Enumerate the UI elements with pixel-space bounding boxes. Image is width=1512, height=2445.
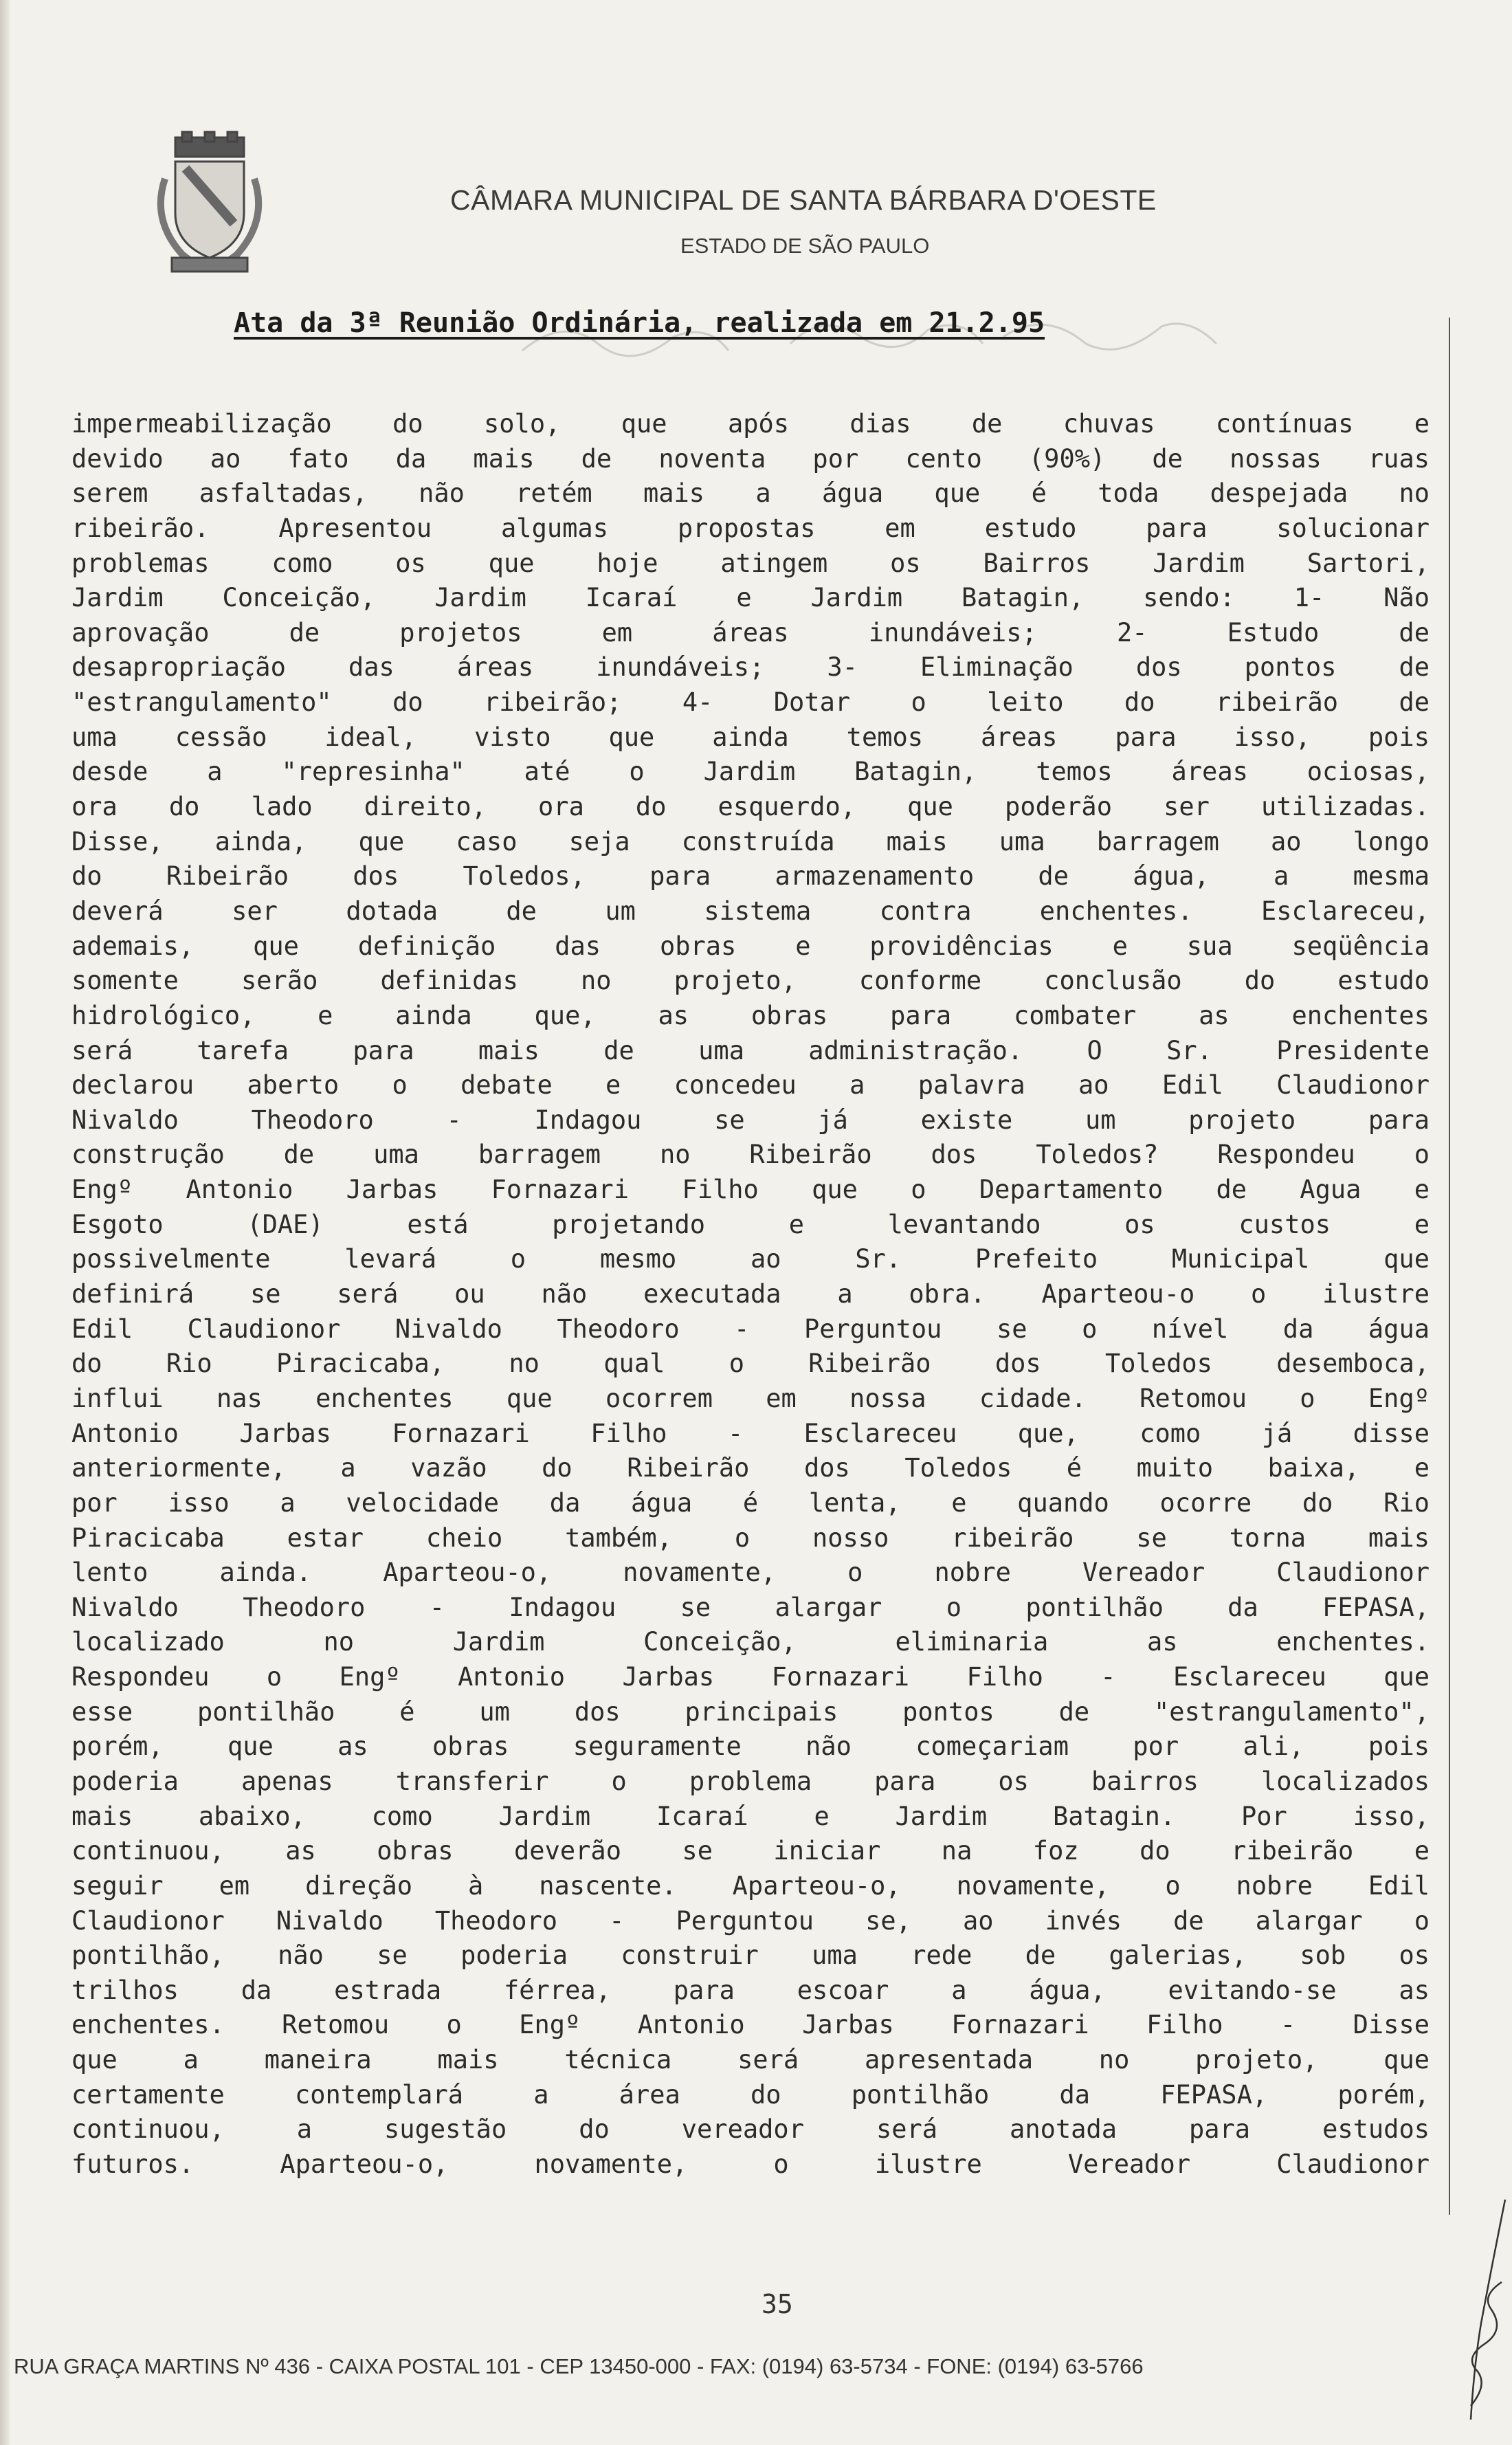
text-line: Nivaldo Theodoro - Indagou se alargar o pontilhão da FEPASA, xyxy=(71,1592,1430,1622)
institution-name: CÂMARA MUNICIPAL DE SANTA BÁRBARA D'OESTE xyxy=(450,184,1157,216)
text-line: "estrangulamento" do ribeirão; 4- Dotar o leito do ribeirão de xyxy=(71,687,1430,718)
text-line: certamente contemplará a área do pontilhão da FEPASA, porém, xyxy=(71,2079,1430,2110)
text-line: ribeirão. Apresentou algumas propostas em estudo para solucionar xyxy=(71,513,1430,543)
text-line: futuros. Aparteou-o, novamente, o ilustre Vereador Claudionor xyxy=(71,2149,1430,2180)
text-line: poderia apenas transferir o problema para os bairros localizados xyxy=(71,1766,1430,1796)
text-line: aprovação de projetos em áreas inundáveis; 2- Estudo de xyxy=(71,617,1430,648)
text-line: seguir em direção à nascente. Aparteou-o, novamente, o nobre Edil xyxy=(71,1870,1430,1901)
text-line: ademais, que definição das obras e providências e sua seqüência xyxy=(71,931,1430,961)
text-line: esse pontilhão é um dos principais pontos de "estrangulamento", xyxy=(71,1696,1430,1727)
text-line: porém, que as obras seguramente não começariam por ali, pois xyxy=(71,1732,1430,1762)
text-line: Engº Antonio Jarbas Fornazari Filho que o Departamento de Agua e xyxy=(71,1175,1430,1205)
text-line: localizado no Jardim Conceição, eliminaria as enchentes. xyxy=(71,1627,1430,1657)
text-line: Edil Claudionor Nivaldo Theodoro - Perguntou se o nível da água xyxy=(71,1314,1430,1344)
text-line: por isso a velocidade da água é lenta, e quando ocorre do Rio xyxy=(71,1487,1430,1518)
text-line: hidrológico, e ainda que, as obras para combater as enchentes xyxy=(71,1000,1430,1030)
text-line: que a maneira mais técnica será apresentada no projeto, que xyxy=(71,2045,1430,2075)
text-line: continuou, as obras deverão se iniciar na foz do ribeirão e xyxy=(71,1836,1430,1866)
text-line: lento ainda. Aparteou-o, novamente, o nobre Vereador Claudionor xyxy=(71,1558,1430,1588)
text-line: Disse, ainda, que caso seja construída mais uma barragem ao longo xyxy=(71,826,1430,856)
text-line: do Rio Piracicaba, no qual o Ribeirão dos Toledos desemboca, xyxy=(71,1349,1430,1379)
handwritten-initials xyxy=(1450,2186,1512,2433)
text-line: influi nas enchentes que ocorrem em nossa cidade. Retomou o Engº xyxy=(71,1383,1430,1413)
text-line: possivelmente levará o mesmo ao Sr. Prefeito Municipal que xyxy=(71,1244,1430,1274)
institution-state: ESTADO DE SÃO PAULO xyxy=(680,234,930,258)
minutes-body xyxy=(71,407,1430,2182)
text-line: Respondeu o Engº Antonio Jarbas Fornazari Filho - Esclareceu que xyxy=(71,1662,1430,1692)
text-line: será tarefa para mais de uma administração. O Sr. Presidente xyxy=(71,1035,1430,1065)
text-line: Esgoto (DAE) está projetando e levantando os custos e xyxy=(71,1209,1430,1239)
text-line: Jardim Conceição, Jardim Icaraí e Jardim Batagin, sendo: 1- Não xyxy=(71,583,1430,613)
page-number: 35 xyxy=(761,2289,793,2319)
text-line: deverá ser dotada de um sistema contra enchentes. Esclareceu, xyxy=(71,896,1430,926)
text-line: desde a "represinha" até o Jardim Batagin, temos áreas ociosas, xyxy=(71,757,1430,787)
text-line: construção de uma barragem no Ribeirão dos Toledos? Respondeu o xyxy=(71,1140,1430,1170)
margin-rule xyxy=(1449,318,1450,2215)
text-line: Claudionor Nivaldo Theodoro - Perguntou se, ao invés de alargar o xyxy=(71,1905,1430,1936)
text-line: desapropriação das áreas inundáveis; 3- Eliminação dos pontos de xyxy=(71,652,1430,683)
text-line: anteriormente, a vazão do Ribeirão dos Toledos é muito baixa, e xyxy=(71,1453,1430,1483)
text-line: ora do lado direito, ora do esquerdo, que poderão ser utilizadas. xyxy=(71,792,1430,822)
text-line: declarou aberto o debate e concedeu a palavra ao Edil Claudionor xyxy=(71,1070,1430,1100)
text-line: do Ribeirão dos Toledos, para armazenamento de água, a mesma xyxy=(71,861,1430,892)
text-line: pontilhão, não se poderia construir uma rede de galerias, sob os xyxy=(71,1940,1430,1971)
text-line: problemas como os que hoje atingem os Bairros Jardim Sartori, xyxy=(71,548,1430,578)
municipal-crest-icon xyxy=(144,131,275,278)
text-line: Antonio Jarbas Fornazari Filho - Esclareceu que, como já disse xyxy=(71,1418,1430,1448)
text-line: Nivaldo Theodoro - Indagou se já existe um projeto para xyxy=(71,1105,1430,1135)
text-line: trilhos da estrada férrea, para escoar a água, evitando-se as xyxy=(71,1975,1430,2005)
text-line: definirá se será ou não executada a obra. Aparteou-o o ilustre xyxy=(71,1279,1430,1309)
text-line: uma cessão ideal, visto que ainda temos áreas para isso, pois xyxy=(71,722,1430,752)
text-line: enchentes. Retomou o Engº Antonio Jarbas Fornazari Filho - Disse xyxy=(71,2010,1430,2040)
text-line: continuou, a sugestão do vereador será anotada para estudos xyxy=(71,2114,1430,2145)
minutes-title: Ata da 3ª Reunião Ordinária, realizada em 21.2.95 xyxy=(234,307,1045,339)
text-line: somente serão definidas no projeto, conforme conclusão do estudo xyxy=(71,966,1430,996)
text-line: devido ao fato da mais de noventa por cento (90%) de nossas ruas xyxy=(71,443,1430,474)
text-line: Piracicaba estar cheio também, o nosso ribeirão se torna mais xyxy=(71,1523,1430,1553)
page-edge xyxy=(0,0,10,2445)
text-line: impermeabilização do solo, que após dias de chuvas contínuas e xyxy=(71,409,1430,439)
text-line: serem asfaltadas, não retém mais a água que é toda despejada no xyxy=(71,478,1430,509)
text-line: mais abaixo, como Jardim Icaraí e Jardim Batagin. Por isso, xyxy=(71,1801,1430,1831)
footer-address: RUA GRAÇA MARTINS Nº 436 - CAIXA POSTAL 101 - CEP 13450-000 - FAX: (0194) 63-5734 - FONE: (0194) 63-5766 xyxy=(14,2354,1144,2378)
